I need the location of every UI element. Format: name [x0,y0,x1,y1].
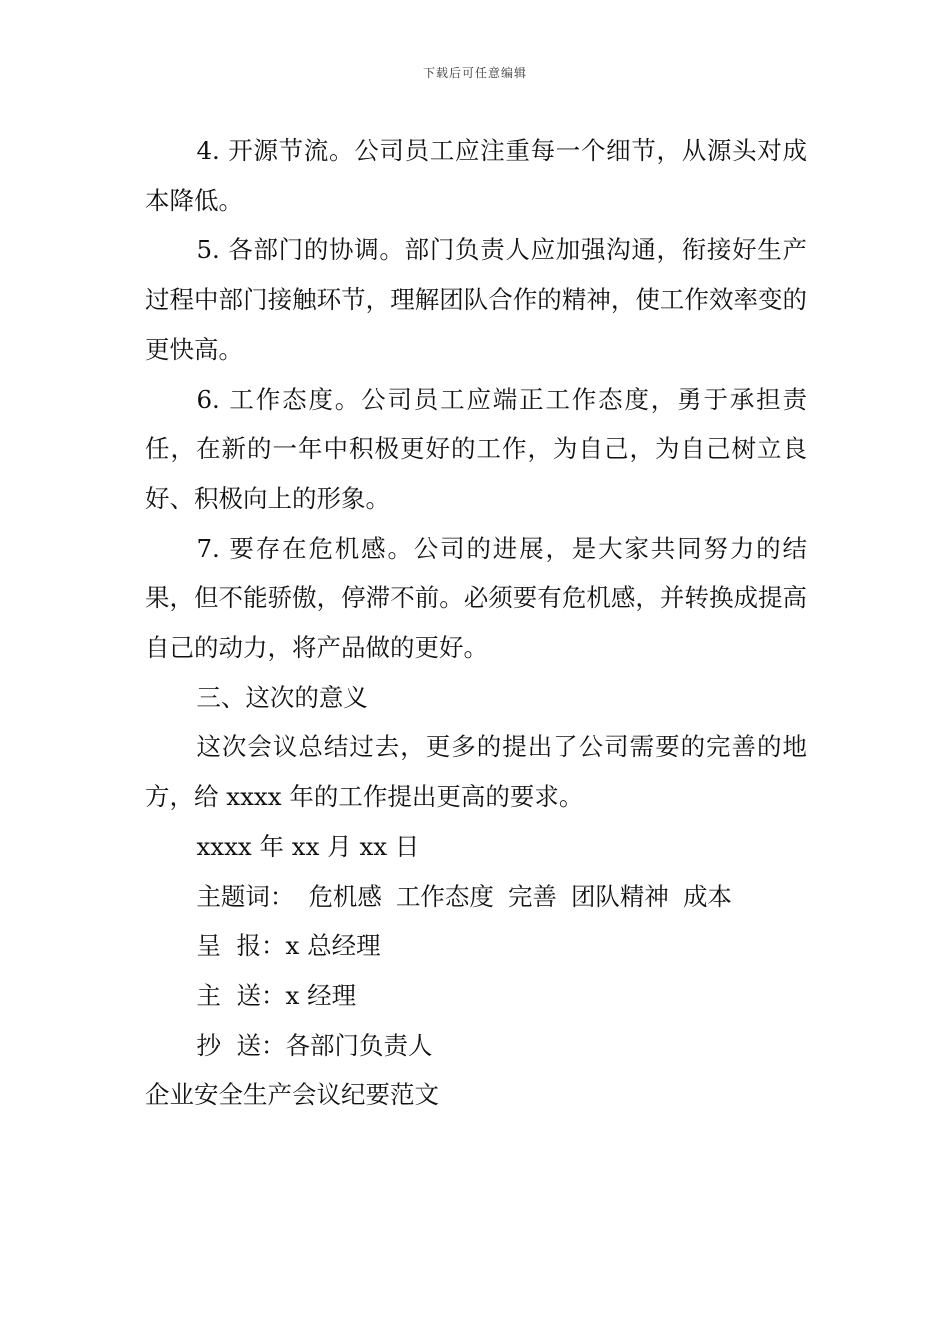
keywords-label: 主题词： [196,881,295,911]
keyword-item: 成本 [682,881,732,911]
next-document-title: 企业安全生产会议纪要范文 [145,1080,439,1110]
page-header: 下载后可任意编辑 [422,66,527,80]
keyword-item: 工作态度 [395,881,494,911]
document-date: xxxx 年 xx 月 xx 日 [196,831,420,861]
keywords-line [145,872,807,922]
cc-label: 抄 送： [196,1030,286,1060]
cc-value: 各部门负责人 [285,1030,433,1060]
send-label: 主 送： [196,980,286,1010]
paragraph-item-6: 6. 工作态度。公司员工应端正工作态度，勇于承担责任，在新的一年中积极更好的工作，为自己，为自己树立良好、积极向上的形象。 [145,384,807,513]
report-line [145,921,807,971]
paragraph-item-4: 4. 开源节流。公司员工应注重每一个细节，从源头对成本降低。 [145,136,807,215]
paragraph-item-5: 5. 各部门的协调。部门负责人应加强沟通，衔接好生产过程中部门接触环节，理解团队合作的精神，使工作效率变的更快高。 [145,235,807,364]
send-value: x 经理 [285,980,357,1010]
keyword-item: 团队精神 [570,881,669,911]
report-value: x 总经理 [285,931,381,961]
keyword-item: 完善 [507,881,557,911]
paragraph-item-7: 7. 要存在危机感。公司的进展，是大家共同努力的结果，但不能骄傲，停滞不前。必须要有危机感，并转换成提高自己的动力，将产品做的更好。 [145,533,807,663]
section-body: 这次会议总结过去，更多的提出了公司需要的完善的地方，给 xxxx 年的工作提出更高的要求。 [145,732,807,812]
cc-line [145,1021,807,1071]
send-line [145,971,807,1021]
report-label: 呈 报： [196,931,286,961]
document-body [145,126,807,1120]
keyword-item: 危机感 [308,881,382,911]
section-heading: 三、这次的意义 [196,682,368,712]
